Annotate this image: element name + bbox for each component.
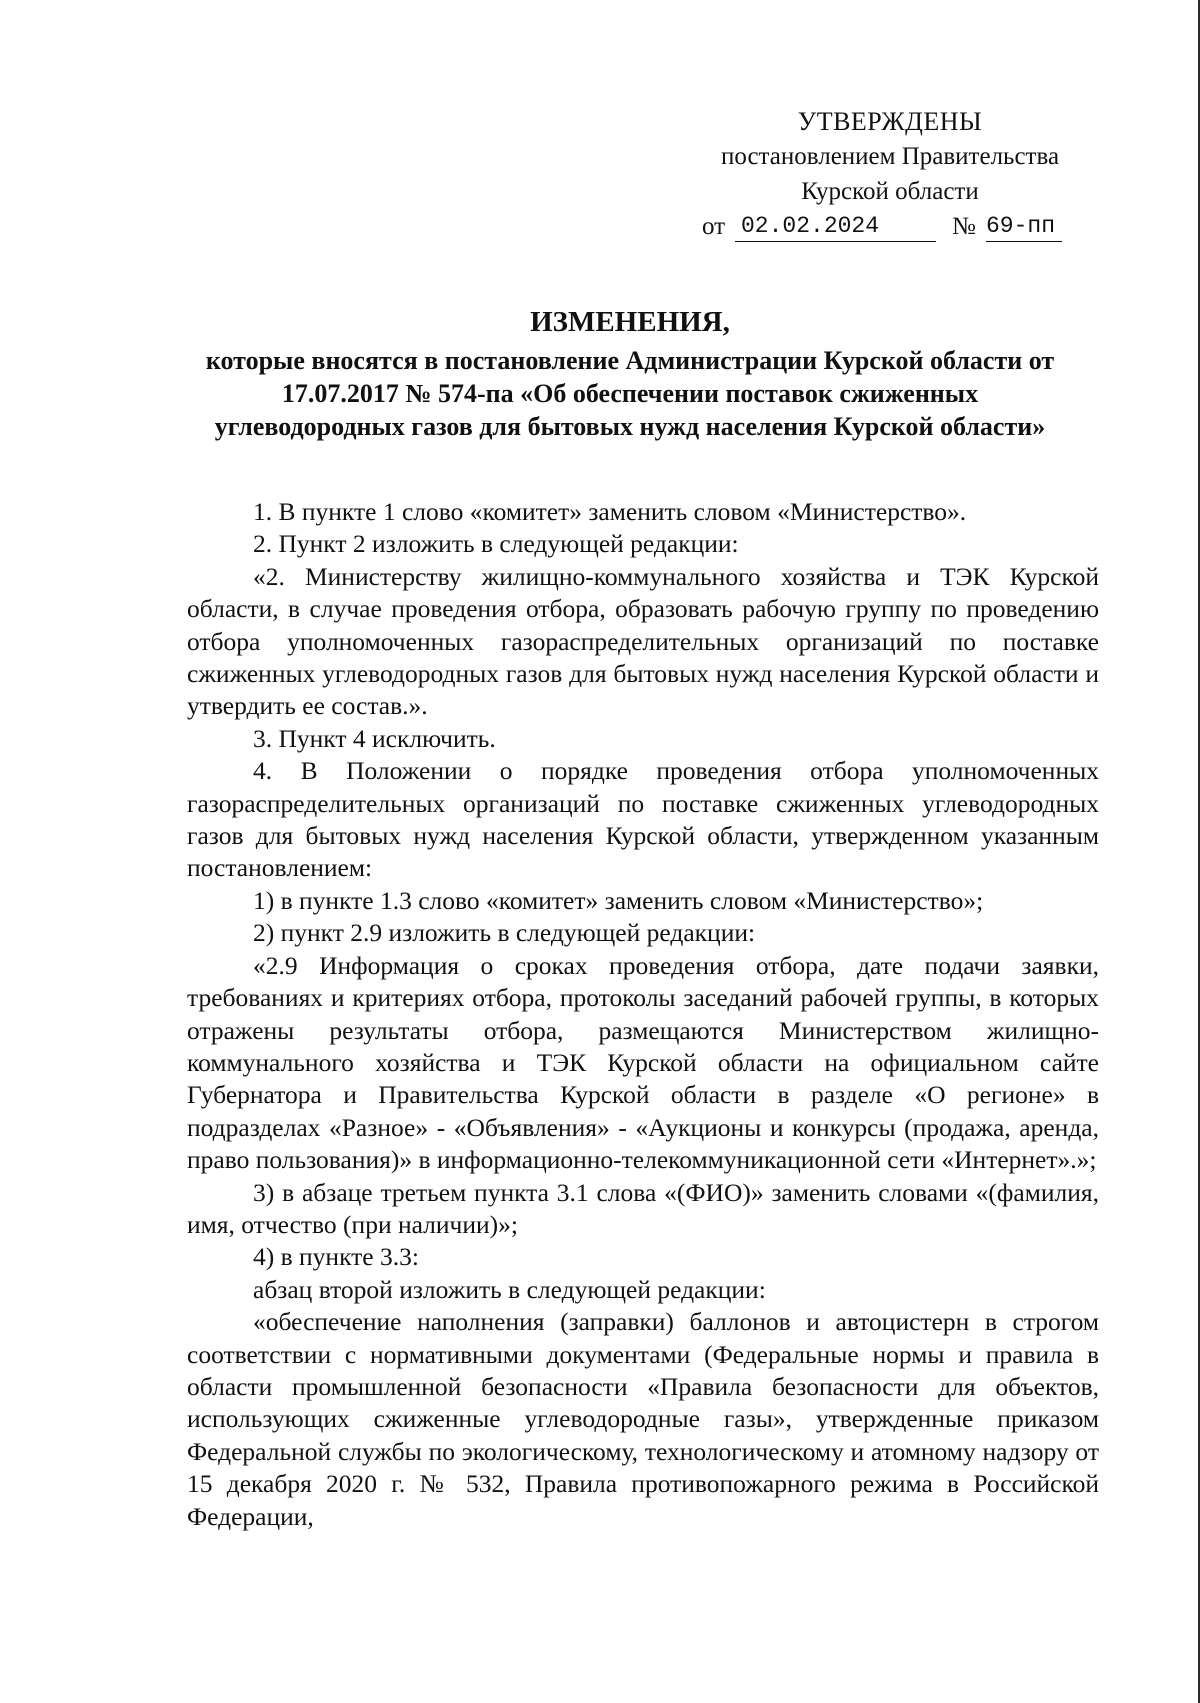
approval-date: 02.02.2024 — [735, 211, 936, 242]
paragraph-6: 1) в пункте 1.3 слово «комитет» заменить словом «Министерство»; — [253, 885, 984, 915]
heading-line-2: 17.07.2017 № 574-па «Об обеспечении поставок сжиженных — [281, 379, 979, 408]
approval-line-2: Курской области — [801, 178, 979, 205]
date-prefix: от — [702, 213, 726, 240]
paragraph-1: 1. В пункте 1 слово «комитет» заменить словом «Министерство». — [253, 497, 967, 526]
paragraph-5: 4. В Положении о порядке проведения отбора уполномоченных газораспределительных организаций по поставке сжиженных углеводородных газов для бытовых нужд населения Курской области, утвержденном указанным постановлением: — [187, 756, 1099, 883]
heading-line-1: которые вносятся в постановление Администрации Курской области от — [205, 346, 1055, 375]
paragraph-9: 3) в абзаце третьем пункта 3.1 слова «(ФИО)» заменить словами «(фамилия, имя, отчество (при наличии)»; — [187, 1177, 1099, 1239]
approval-title: УТВЕРЖДЕНЫ — [797, 107, 983, 136]
approval-line-1: постановлением Правительства — [720, 143, 1060, 170]
document-heading — [160, 302, 1100, 443]
document-body — [187, 496, 1099, 1533]
approval-date-line — [690, 209, 1090, 245]
paragraph-7: 2) пункт 2.9 изложить в следующей редакции: — [253, 918, 756, 948]
heading-title: ИЗМЕНЕНИЯ, — [530, 306, 730, 338]
number-label: № — [952, 213, 976, 240]
paragraph-2: 2. Пункт 2 изложить в следующей редакции: — [253, 529, 739, 559]
approval-number: 69-пп — [986, 211, 1062, 242]
paragraph-3: «2. Министерству жилищно-коммунального хозяйства и ТЭК Курской области, в случае проведения отбора, образовать рабочую группу по проведению отбора уполномоченных газораспределительных организаций по поставке сжиженных углеводородных газов для бытовых нужд населения Курской области и утвердить ее состав.». — [187, 561, 1099, 721]
paragraph-12: «обеспечение наполнения (заправки) баллонов и автоцистерн в строгом соответствии с нормативными документами (Федеральные нормы и правила в области промышленной безопасности «Правила безопасности для объектов, использующих сжиженные углеводородные газы», утвержденные приказом Федеральной службы по экологическому, технологическому и атомному надзору от 15 декабря 2020 г. № 532, Правила противопожарного режима в Российской Федерации, — [187, 1307, 1099, 1531]
paragraph-11: абзац второй изложить в следующей редакции: — [253, 1274, 766, 1304]
paragraph-8: «2.9 Информация о сроках проведения отбора, дате подачи заявки, требованиях и критериях отбора, протоколы заседаний рабочей группы, в которых отражены результаты отбора, размещаются Министерством жилищно-коммунального хозяйства и ТЭК Курской области на официальном сайте Губернатора и Правительства Курской области в разделе «О регионе» в подразделах «Разное» - «Объявления» - «Аукционы и конкурсы (продажа, аренда, право пользования)» в информационно-телекоммуникационной сети «Интернет».»; — [187, 950, 1099, 1175]
heading-line-3: углеводородных газов для бытовых нужд населения Курской области» — [214, 412, 1046, 441]
paragraph-4: 3. Пункт 4 исключить. — [253, 723, 496, 753]
paragraph-10: 4) в пункте 3.3: — [253, 1242, 419, 1272]
approval-stamp — [690, 104, 1090, 245]
